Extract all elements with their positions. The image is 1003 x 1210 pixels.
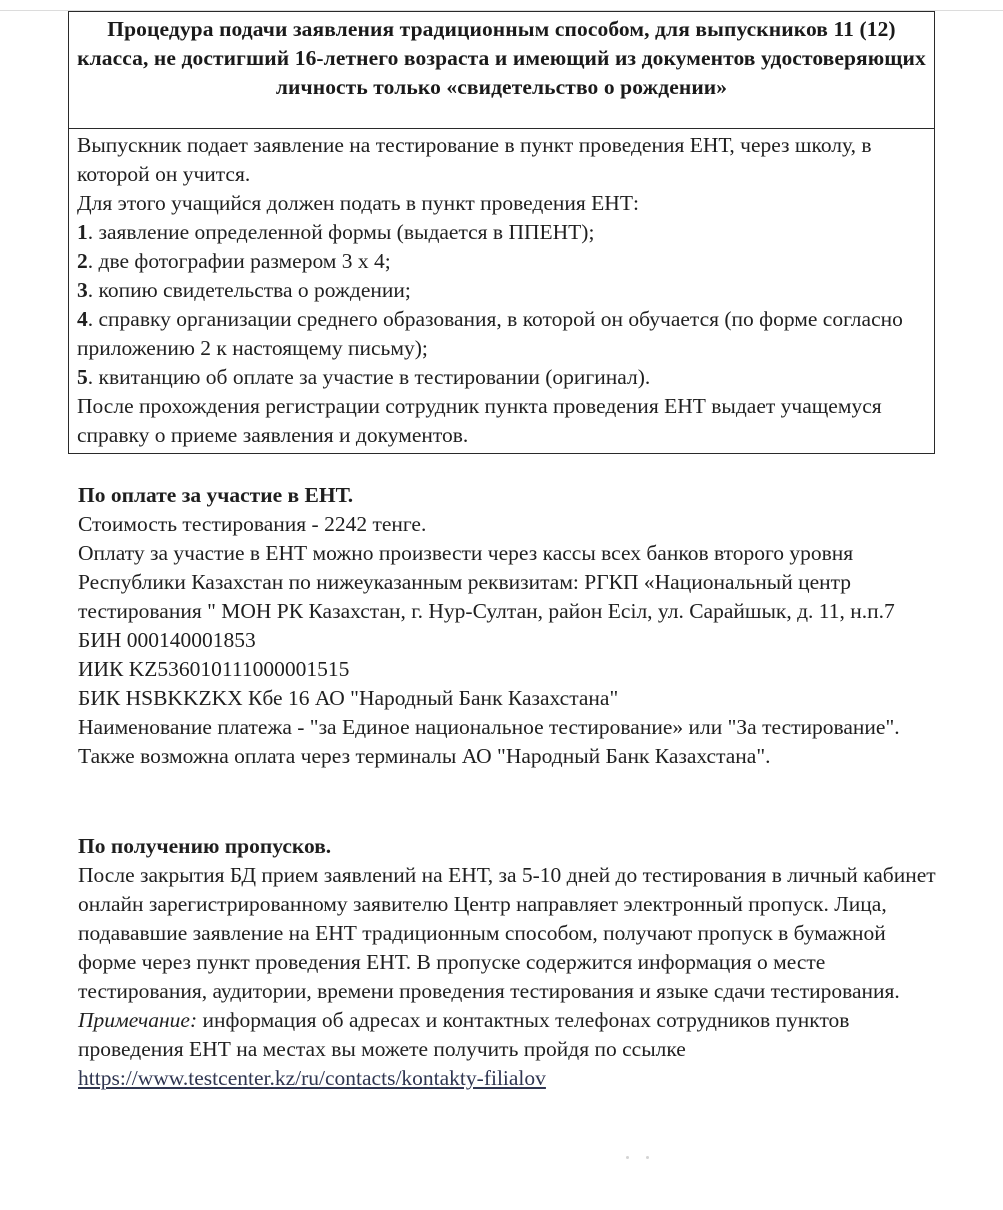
contacts-link[interactable]: https://www.testcenter.kz/ru/contacts/kontakty-filialov (78, 1066, 546, 1090)
item-number: 3 (77, 278, 88, 302)
item-text: . две фотографии размером 3 х 4; (87, 249, 391, 273)
payment-heading: По оплате за участие в ЕНТ. (78, 483, 354, 507)
item-text: . квитанцию об оплате за участие в тестировании (оригинал). (87, 365, 651, 389)
payment-details: Оплату за участие в ЕНТ можно произвести через кассы всех банков второго уровня Республики Казахстан по нижеуказанным реквизитам: РГКП «Национальный центр тестирования " МОН РК Казахстан, г. Нур-Султан, район Есіл, ул. Сарайшык, д. 11, н.п.7 БИН 000140001853 (78, 541, 895, 652)
scan-artifact (626, 1156, 650, 1159)
item-text: . справку организации среднего образования, в которой он обучается (по форме согласно приложению 2 к настоящему письму); (77, 307, 903, 360)
procedure-item (77, 363, 926, 392)
item-text: . копию свидетельства о рождении; (87, 278, 411, 302)
payment-purpose: Наименование платежа - "за Единое национальное тестирование» или "За тестирование". (78, 715, 900, 739)
item-number: 4 (77, 307, 88, 331)
artifact-dot (626, 1156, 629, 1159)
procedure-closing: После прохождения регистрации сотрудник пункта проведения ЕНТ выдает учащемуся справку о приеме заявления и документов. (77, 394, 882, 447)
passes-body: После закрытия БД прием заявлений на ЕНТ, за 5-10 дней до тестирования в личный кабинет онлайн зарегистрированному заявителю Центр направляет электронный пропуск. Лица, подававшие заявление на ЕНТ традиционным способом, получают пропуск в бумажной форме через пункт проведения ЕНТ. В пропуске содержится информация о месте тестирования, аудитории, времени проведения тестирования и языке сдачи тестирования. (78, 863, 936, 1003)
procedure-body (69, 129, 934, 453)
note-label: Примечание: (78, 1008, 198, 1032)
artifact-dot (646, 1156, 649, 1159)
passes-section (78, 832, 938, 1093)
payment-section (78, 481, 938, 771)
procedure-box (68, 11, 935, 454)
item-number: 1 (77, 220, 88, 244)
procedure-intro: Выпускник подает заявление на тестирование в пункт проведения ЕНТ, через школу, в которой он учится. (77, 133, 872, 186)
payment-cost: Стоимость тестирования - 2242 тенге. (78, 512, 427, 536)
passes-note (78, 1006, 938, 1093)
note-text: информация об адресах и контактных телефонах сотрудников пунктов проведения ЕНТ на местах вы можете получить пройдя по ссылке (78, 1008, 850, 1061)
procedure-lead: Для этого учащийся должен подать в пункт проведения ЕНТ: (77, 191, 639, 215)
procedure-item (77, 305, 926, 363)
procedure-item (77, 247, 926, 276)
passes-heading: По получению пропусков. (78, 834, 332, 858)
payment-bik: БИК HSBKKZKX Кбе 16 АО "Народный Банк Казахстана" (78, 686, 619, 710)
item-number: 2 (77, 249, 88, 273)
payment-iik: ИИК KZ536010111000001515 (78, 657, 350, 681)
payment-terminals: Также возможна оплата через терминалы АО "Народный Банк Казахстана". (78, 744, 771, 768)
item-text: . заявление определенной формы (выдается в ППЕНТ); (87, 220, 595, 244)
procedure-title: Процедура подачи заявления традиционным способом, для выпускников 11 (12) класса, не достигший 16-летнего возраста и имеющий из документов удостоверяющих личность только «свидетельство о рождении» (69, 12, 934, 129)
item-number: 5 (77, 365, 88, 389)
procedure-item (77, 276, 926, 305)
procedure-item (77, 218, 926, 247)
